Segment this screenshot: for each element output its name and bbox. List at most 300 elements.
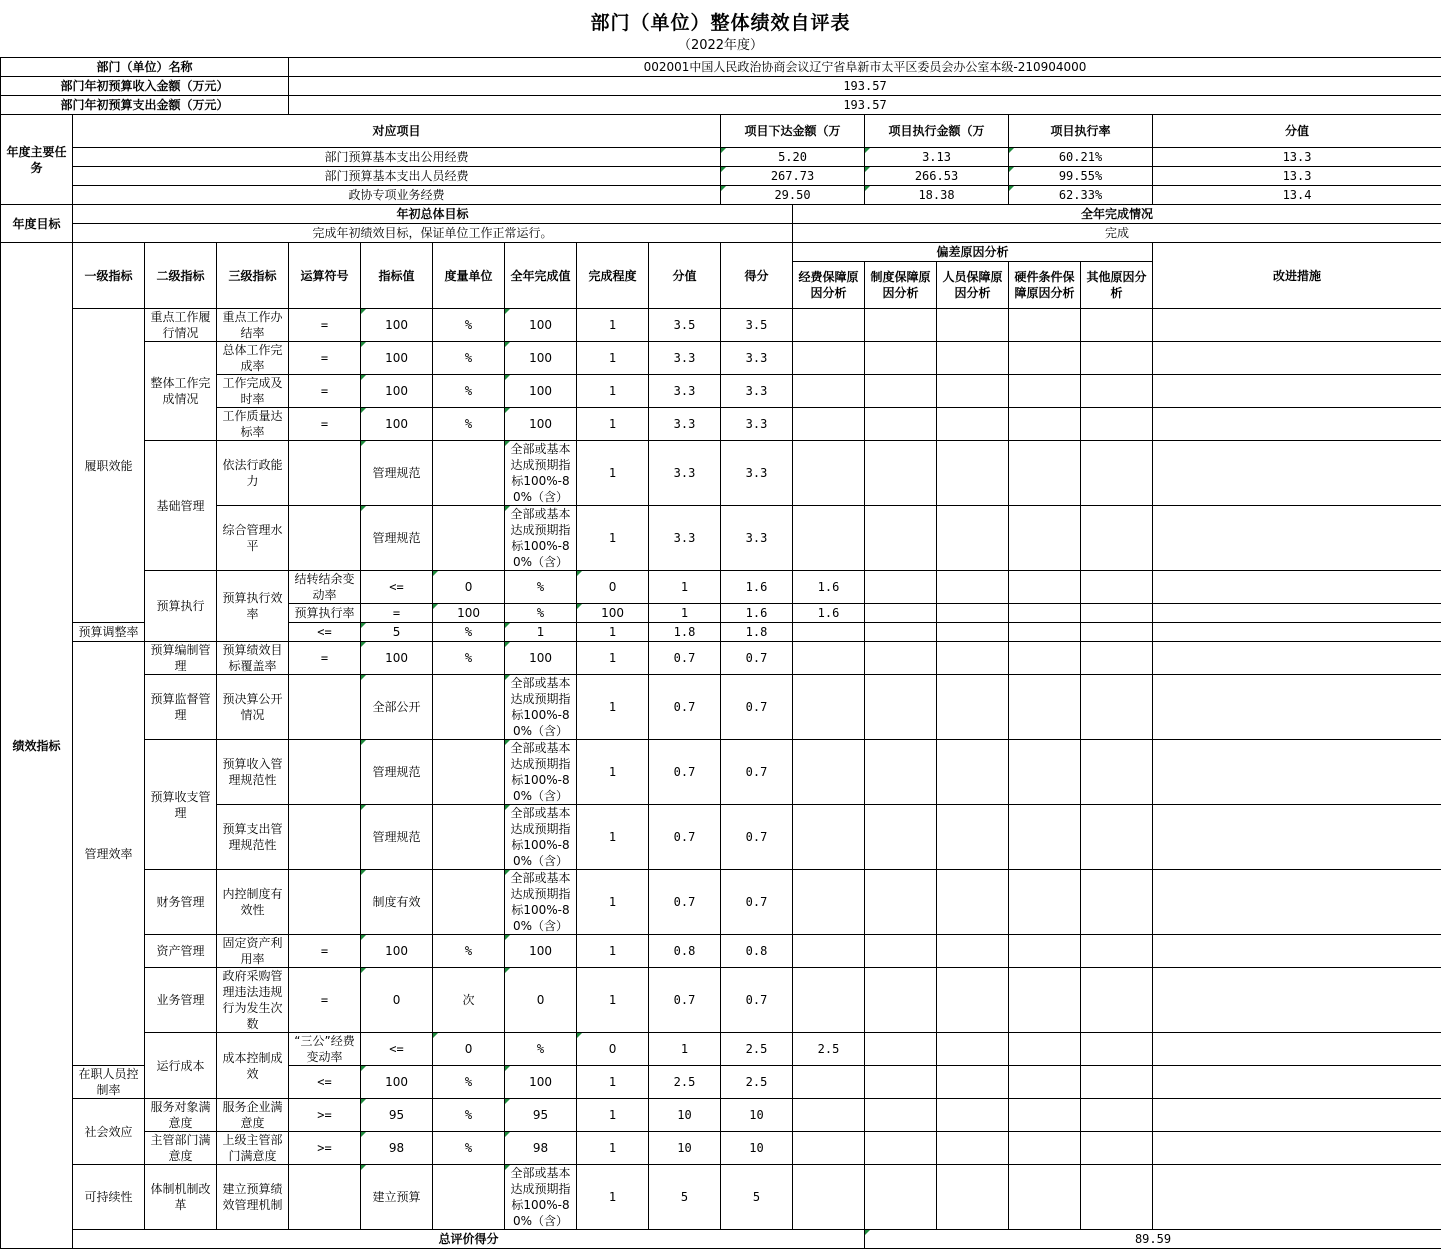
got-cell[interactable]: 3.3 xyxy=(721,441,793,506)
got-cell[interactable]: 10 xyxy=(721,1132,793,1165)
dev-other-cell[interactable] xyxy=(1153,1033,1441,1066)
dev-staff-cell[interactable] xyxy=(937,675,1009,740)
dev-funds-cell[interactable] xyxy=(793,935,865,968)
dev-staff-cell[interactable] xyxy=(937,375,1009,408)
target-cell[interactable]: 管理规范 xyxy=(361,740,433,805)
score-cell[interactable]: 0.7 xyxy=(649,968,721,1033)
dev-staff-cell[interactable] xyxy=(937,342,1009,375)
task-rate[interactable]: 60.21% xyxy=(1009,148,1153,167)
improve-cell[interactable] xyxy=(1153,623,1441,642)
degree-cell[interactable]: 1 xyxy=(577,740,649,805)
task-rate[interactable]: 99.55% xyxy=(1009,167,1153,186)
operator-cell[interactable] xyxy=(289,441,361,506)
actual-cell[interactable]: 100 xyxy=(505,408,577,441)
target-cell[interactable]: 100 xyxy=(361,1066,433,1099)
unit-cell[interactable] xyxy=(433,441,505,506)
score-cell[interactable]: 3.3 xyxy=(649,375,721,408)
dev-other-cell[interactable] xyxy=(1081,441,1153,506)
dev-staff-cell[interactable] xyxy=(937,968,1009,1033)
dev-staff-cell[interactable] xyxy=(937,408,1009,441)
level1-indicator: 运行成本 xyxy=(145,1033,217,1099)
operator-cell[interactable]: = xyxy=(289,935,361,968)
dev-other-cell[interactable] xyxy=(1081,1066,1153,1099)
actual-cell[interactable]: 95 xyxy=(505,1099,577,1132)
improve-cell[interactable] xyxy=(1153,1132,1441,1165)
goal-initial-label: 年初总体目标 xyxy=(73,205,793,224)
task-row xyxy=(1,148,1441,167)
unit-cell[interactable] xyxy=(433,506,505,571)
actual-cell[interactable]: 100 xyxy=(505,375,577,408)
improve-cell[interactable] xyxy=(1153,506,1441,571)
degree-cell[interactable]: 1 xyxy=(577,642,649,675)
target-cell[interactable]: 95 xyxy=(361,1099,433,1132)
operator-cell[interactable]: >= xyxy=(289,1099,361,1132)
dev-hardware-cell[interactable] xyxy=(1009,342,1081,375)
dev-other-cell[interactable] xyxy=(1081,935,1153,968)
target-cell[interactable]: 管理规范 xyxy=(361,506,433,571)
level2-indicator: 主管部门满意度 xyxy=(145,1132,217,1165)
dev-other-cell[interactable] xyxy=(1081,342,1153,375)
actual-cell[interactable]: 全部或基本达成预期指标100%-80%（含） xyxy=(505,1165,577,1230)
improve-cell[interactable] xyxy=(1153,805,1441,870)
got-cell[interactable]: 3.3 xyxy=(721,342,793,375)
unit-cell[interactable]: % xyxy=(433,342,505,375)
unit-cell[interactable]: % xyxy=(505,571,577,604)
actual-cell[interactable]: 100 xyxy=(505,1066,577,1099)
got-cell[interactable]: 10 xyxy=(721,1099,793,1132)
degree-cell[interactable]: 1 xyxy=(577,1132,649,1165)
degree-cell[interactable]: 1 xyxy=(577,805,649,870)
operator-cell[interactable]: = xyxy=(289,309,361,342)
dev-funds-cell[interactable] xyxy=(793,1066,865,1099)
dev-other-cell[interactable] xyxy=(1081,870,1153,935)
target-cell[interactable]: 建立预算 xyxy=(361,1165,433,1230)
dev-hardware-cell[interactable] xyxy=(1081,1033,1153,1066)
unit-name-value[interactable]: 002001中国人民政治协商会议辽宁省阜新市太平区委员会办公室本级-210904000 xyxy=(289,58,1441,77)
dev-funds-cell[interactable] xyxy=(793,805,865,870)
dev-system-cell[interactable] xyxy=(865,870,937,935)
dev-hardware-cell[interactable] xyxy=(1009,805,1081,870)
operator-cell[interactable] xyxy=(289,740,361,805)
dev-hardware-cell[interactable] xyxy=(1009,1066,1081,1099)
actual-cell[interactable]: 全部或基本达成预期指标100%-80%（含） xyxy=(505,805,577,870)
target-cell[interactable]: 100 xyxy=(433,604,505,623)
goal-initial-value[interactable]: 完成年初绩效目标，保证单位工作正常运行。 xyxy=(73,224,793,243)
degree-cell[interactable]: 1 xyxy=(577,309,649,342)
dev-other-cell[interactable] xyxy=(1081,805,1153,870)
improve-cell[interactable] xyxy=(1153,441,1441,506)
degree-cell[interactable]: 1 xyxy=(577,441,649,506)
unit-cell[interactable] xyxy=(433,1165,505,1230)
dev-staff-cell[interactable] xyxy=(937,740,1009,805)
operator-cell[interactable]: = xyxy=(361,604,433,623)
dev-funds-cell[interactable] xyxy=(793,642,865,675)
dev-system-cell[interactable] xyxy=(865,740,937,805)
dev-system-cell[interactable] xyxy=(937,604,1009,623)
dev-system-cell[interactable] xyxy=(937,571,1009,604)
improve-cell[interactable] xyxy=(1153,935,1441,968)
dev-system-cell[interactable] xyxy=(865,805,937,870)
got-cell[interactable]: 0.7 xyxy=(721,675,793,740)
actual-cell[interactable]: 全部或基本达成预期指标100%-80%（含） xyxy=(505,441,577,506)
operator-cell[interactable] xyxy=(289,675,361,740)
task-executed[interactable]: 18.38 xyxy=(865,186,1009,205)
actual-cell[interactable]: 全部或基本达成预期指标100%-80%（含） xyxy=(505,740,577,805)
degree-cell[interactable]: 1 xyxy=(577,870,649,935)
degree-cell[interactable]: 1 xyxy=(649,1033,721,1066)
task-rate[interactable]: 62.33% xyxy=(1009,186,1153,205)
dev-hardware-cell[interactable] xyxy=(1009,309,1081,342)
dev-funds-cell[interactable] xyxy=(865,1033,937,1066)
dev-staff-cell[interactable] xyxy=(937,441,1009,506)
dev-other-cell[interactable] xyxy=(1081,1099,1153,1132)
target-cell[interactable]: 100 xyxy=(361,408,433,441)
improve-cell[interactable] xyxy=(1153,968,1441,1033)
dev-funds-cell[interactable] xyxy=(793,408,865,441)
dev-staff-cell[interactable] xyxy=(937,1132,1009,1165)
got-cell[interactable]: 1.6 xyxy=(793,604,865,623)
got-cell[interactable]: 1.8 xyxy=(721,623,793,642)
unit-cell[interactable]: % xyxy=(433,375,505,408)
dev-system-cell[interactable] xyxy=(865,1099,937,1132)
dev-hardware-cell[interactable] xyxy=(1009,408,1081,441)
dev-funds-cell[interactable] xyxy=(793,1132,865,1165)
got-cell[interactable]: 2.5 xyxy=(721,1066,793,1099)
dev-system-cell[interactable] xyxy=(865,506,937,571)
dev-other-cell[interactable] xyxy=(1081,968,1153,1033)
dev-staff-cell[interactable] xyxy=(1009,571,1081,604)
degree-cell[interactable]: 1 xyxy=(577,408,649,441)
dev-other-cell[interactable] xyxy=(1081,309,1153,342)
dev-other-cell[interactable] xyxy=(1081,623,1153,642)
task-header-project: 对应项目 xyxy=(73,115,721,148)
target-cell[interactable]: 100 xyxy=(361,642,433,675)
dev-system-cell[interactable] xyxy=(865,968,937,1033)
dev-funds-cell[interactable] xyxy=(793,740,865,805)
dev-funds-cell[interactable] xyxy=(793,870,865,935)
unit-cell[interactable]: % xyxy=(433,935,505,968)
got-cell[interactable]: 0.7 xyxy=(721,642,793,675)
degree-cell[interactable]: 1 xyxy=(577,675,649,740)
actual-cell[interactable]: 100 xyxy=(505,935,577,968)
operator-cell[interactable] xyxy=(289,805,361,870)
dev-other-cell[interactable] xyxy=(1153,571,1441,604)
operator-cell[interactable]: = xyxy=(289,375,361,408)
dev-system-cell[interactable] xyxy=(865,675,937,740)
dev-system-cell[interactable] xyxy=(865,642,937,675)
got-cell[interactable]: 0.7 xyxy=(721,805,793,870)
got-cell[interactable]: 2.5 xyxy=(793,1033,865,1066)
dev-system-cell[interactable] xyxy=(865,441,937,506)
dev-funds-cell[interactable] xyxy=(793,623,865,642)
level3-indicator: 工作质量达标率 xyxy=(217,408,289,441)
operator-cell[interactable]: >= xyxy=(289,1132,361,1165)
improve-cell[interactable] xyxy=(1153,1099,1441,1132)
dev-other-cell[interactable] xyxy=(1081,408,1153,441)
got-cell[interactable]: 1.6 xyxy=(793,571,865,604)
total-value[interactable]: 89.59 xyxy=(865,1230,1441,1249)
dev-funds-cell[interactable] xyxy=(793,675,865,740)
got-cell[interactable]: 0.7 xyxy=(721,968,793,1033)
actual-cell[interactable]: 100 xyxy=(505,342,577,375)
dev-funds-cell[interactable] xyxy=(793,968,865,1033)
score-cell[interactable]: 1.6 xyxy=(721,604,793,623)
dev-hardware-cell[interactable] xyxy=(1009,375,1081,408)
operator-cell[interactable] xyxy=(289,1165,361,1230)
got-cell[interactable]: 3.3 xyxy=(721,506,793,571)
target-cell[interactable]: 管理规范 xyxy=(361,441,433,506)
score-cell[interactable]: 0.7 xyxy=(649,675,721,740)
task-score[interactable]: 13.4 xyxy=(1153,186,1441,205)
dev-hardware-cell[interactable] xyxy=(1081,604,1153,623)
got-cell[interactable]: 5 xyxy=(721,1165,793,1230)
target-cell[interactable]: 98 xyxy=(361,1132,433,1165)
unit-cell[interactable]: % xyxy=(433,623,505,642)
dev-funds-cell[interactable] xyxy=(793,441,865,506)
dev-system-cell[interactable] xyxy=(865,408,937,441)
dev-hardware-cell[interactable] xyxy=(1009,1132,1081,1165)
target-cell[interactable]: 100 xyxy=(361,309,433,342)
dev-funds-cell[interactable] xyxy=(793,506,865,571)
header-target: 指标值 xyxy=(361,243,433,309)
dev-other-cell[interactable] xyxy=(1081,642,1153,675)
dev-other-cell[interactable] xyxy=(1081,740,1153,805)
dev-staff-cell[interactable] xyxy=(937,870,1009,935)
actual-cell[interactable]: 全部或基本达成预期指标100%-80%（含） xyxy=(505,675,577,740)
actual-cell[interactable]: 1 xyxy=(505,623,577,642)
score-cell[interactable]: 2.5 xyxy=(649,1066,721,1099)
operator-cell[interactable]: <= xyxy=(361,1033,433,1066)
degree-cell[interactable]: 1 xyxy=(649,571,721,604)
operator-cell[interactable]: = xyxy=(289,408,361,441)
degree-cell[interactable]: 1 xyxy=(577,968,649,1033)
dev-hardware-cell[interactable] xyxy=(1009,935,1081,968)
task-score[interactable]: 13.3 xyxy=(1153,167,1441,186)
target-cell[interactable]: 0 xyxy=(433,571,505,604)
unit-cell[interactable]: % xyxy=(433,1099,505,1132)
score-cell[interactable]: 1.8 xyxy=(649,623,721,642)
dev-hardware-cell[interactable] xyxy=(1009,506,1081,571)
dev-hardware-cell[interactable] xyxy=(1009,968,1081,1033)
got-cell[interactable]: 0.8 xyxy=(721,935,793,968)
score-cell[interactable]: 1.6 xyxy=(721,571,793,604)
dev-system-cell[interactable] xyxy=(865,623,937,642)
operator-cell[interactable]: <= xyxy=(361,571,433,604)
dev-hardware-cell[interactable] xyxy=(1009,642,1081,675)
actual-cell[interactable]: 100 xyxy=(505,642,577,675)
improve-cell[interactable] xyxy=(1153,375,1441,408)
improve-cell[interactable] xyxy=(1153,675,1441,740)
actual-cell[interactable]: 98 xyxy=(505,1132,577,1165)
degree-cell[interactable]: 1 xyxy=(577,623,649,642)
improve-cell[interactable] xyxy=(1153,309,1441,342)
dev-hardware-cell[interactable] xyxy=(1009,740,1081,805)
task-name[interactable]: 部门预算基本支出人员经费 xyxy=(73,167,721,186)
unit-cell[interactable]: % xyxy=(433,642,505,675)
task-score[interactable]: 13.3 xyxy=(1153,148,1441,167)
task-name[interactable]: 政协专项业务经费 xyxy=(73,186,721,205)
dev-staff-cell[interactable] xyxy=(937,506,1009,571)
got-cell[interactable]: 3.3 xyxy=(721,375,793,408)
dev-staff-cell[interactable] xyxy=(1009,604,1081,623)
dev-system-cell[interactable] xyxy=(865,309,937,342)
unit-cell[interactable] xyxy=(433,740,505,805)
operator-cell[interactable]: = xyxy=(289,642,361,675)
dev-staff-cell[interactable] xyxy=(937,1099,1009,1132)
dev-system-cell[interactable] xyxy=(865,1165,937,1230)
score-cell[interactable]: 3.3 xyxy=(649,342,721,375)
actual-cell[interactable]: 100 xyxy=(505,309,577,342)
operator-cell[interactable] xyxy=(289,870,361,935)
unit-cell[interactable] xyxy=(433,870,505,935)
unit-cell[interactable]: % xyxy=(433,408,505,441)
goal-completion-value[interactable]: 完成 xyxy=(793,224,1441,243)
unit-cell[interactable]: % xyxy=(505,1033,577,1066)
operator-cell[interactable]: <= xyxy=(289,623,361,642)
score-cell[interactable]: 10 xyxy=(649,1132,721,1165)
score-cell[interactable]: 0.8 xyxy=(649,935,721,968)
improve-cell[interactable] xyxy=(1153,1066,1441,1099)
dev-system-cell[interactable] xyxy=(865,375,937,408)
score-cell[interactable]: 0.7 xyxy=(649,805,721,870)
score-cell[interactable]: 0.7 xyxy=(649,642,721,675)
target-cell[interactable]: 5 xyxy=(361,623,433,642)
target-cell[interactable]: 0 xyxy=(361,968,433,1033)
dev-hardware-cell[interactable] xyxy=(1009,441,1081,506)
score-cell[interactable]: 3.3 xyxy=(649,441,721,506)
score-cell[interactable]: 3.3 xyxy=(649,408,721,441)
score-cell[interactable]: 5 xyxy=(649,1165,721,1230)
dev-other-cell[interactable] xyxy=(1081,675,1153,740)
task-issued[interactable]: 29.50 xyxy=(721,186,865,205)
operator-cell[interactable]: = xyxy=(289,968,361,1033)
score-cell[interactable]: 3.5 xyxy=(649,309,721,342)
degree-cell[interactable]: 1 xyxy=(577,935,649,968)
dev-funds-cell[interactable] xyxy=(793,1099,865,1132)
dev-other-cell[interactable] xyxy=(1081,1165,1153,1230)
score-cell[interactable]: 10 xyxy=(649,1099,721,1132)
degree-cell[interactable]: 1 xyxy=(577,375,649,408)
score-cell[interactable]: 0.7 xyxy=(649,740,721,805)
income-value[interactable]: 193.57 xyxy=(289,77,1441,96)
degree-cell[interactable]: 1 xyxy=(577,1099,649,1132)
improve-cell[interactable] xyxy=(1153,342,1441,375)
dev-system-cell[interactable] xyxy=(937,1033,1009,1066)
target-cell[interactable]: 0 xyxy=(433,1033,505,1066)
unit-cell[interactable]: % xyxy=(433,1132,505,1165)
unit-cell[interactable]: % xyxy=(433,1066,505,1099)
unit-cell[interactable] xyxy=(433,805,505,870)
score-cell[interactable]: 0.7 xyxy=(649,870,721,935)
score-cell[interactable]: 3.3 xyxy=(649,506,721,571)
improve-cell[interactable] xyxy=(1153,1165,1441,1230)
dev-system-cell[interactable] xyxy=(865,1066,937,1099)
dev-funds-cell[interactable] xyxy=(865,571,937,604)
dev-funds-cell[interactable] xyxy=(793,1165,865,1230)
dev-funds-cell[interactable] xyxy=(793,375,865,408)
task-executed[interactable]: 3.13 xyxy=(865,148,1009,167)
unit-cell[interactable]: 次 xyxy=(433,968,505,1033)
dev-staff-cell[interactable] xyxy=(937,935,1009,968)
dev-hardware-cell[interactable] xyxy=(1009,675,1081,740)
dev-other-cell[interactable] xyxy=(1081,1132,1153,1165)
dev-staff-cell[interactable] xyxy=(1009,1033,1081,1066)
actual-cell[interactable]: 0 xyxy=(505,968,577,1033)
got-cell[interactable]: 3.3 xyxy=(721,408,793,441)
target-cell[interactable]: 100 xyxy=(361,342,433,375)
actual-cell[interactable]: 全部或基本达成预期指标100%-80%（含） xyxy=(505,506,577,571)
got-cell[interactable]: 0.7 xyxy=(721,740,793,805)
dev-other-cell[interactable] xyxy=(1081,506,1153,571)
dev-funds-cell[interactable] xyxy=(793,342,865,375)
improve-cell[interactable] xyxy=(1153,642,1441,675)
target-cell[interactable]: 管理规范 xyxy=(361,805,433,870)
degree-cell[interactable]: 1 xyxy=(577,1165,649,1230)
degree-cell[interactable]: 1 xyxy=(577,342,649,375)
dev-other-cell[interactable] xyxy=(1153,604,1441,623)
dev-staff-cell[interactable] xyxy=(937,309,1009,342)
target-cell[interactable]: 100 xyxy=(361,375,433,408)
dev-staff-cell[interactable] xyxy=(937,1066,1009,1099)
actual-cell[interactable]: 全部或基本达成预期指标100%-80%（含） xyxy=(505,870,577,935)
dev-staff-cell[interactable] xyxy=(937,642,1009,675)
dev-system-cell[interactable] xyxy=(865,1132,937,1165)
task-issued[interactable]: 267.73 xyxy=(721,167,865,186)
improve-cell[interactable] xyxy=(1153,870,1441,935)
dev-hardware-cell[interactable] xyxy=(1009,623,1081,642)
dev-other-cell[interactable] xyxy=(1081,375,1153,408)
operator-cell[interactable]: <= xyxy=(289,1066,361,1099)
task-executed[interactable]: 266.53 xyxy=(865,167,1009,186)
target-cell[interactable]: 全部公开 xyxy=(361,675,433,740)
actual-cell[interactable]: 0 xyxy=(577,571,649,604)
degree-cell[interactable]: 1 xyxy=(577,1066,649,1099)
unit-cell[interactable]: % xyxy=(505,604,577,623)
dev-staff-cell[interactable] xyxy=(937,805,1009,870)
dev-hardware-cell[interactable] xyxy=(1009,1165,1081,1230)
score-cell[interactable]: 2.5 xyxy=(721,1033,793,1066)
dev-funds-cell[interactable] xyxy=(865,604,937,623)
dev-hardware-cell[interactable] xyxy=(1009,1099,1081,1132)
target-cell[interactable]: 制度有效 xyxy=(361,870,433,935)
actual-cell[interactable]: 100 xyxy=(577,604,649,623)
expense-value[interactable]: 193.57 xyxy=(289,96,1441,115)
level3-indicator: 综合管理水平 xyxy=(217,506,289,571)
operator-cell[interactable]: = xyxy=(289,342,361,375)
dev-staff-cell[interactable] xyxy=(937,1165,1009,1230)
dev-system-cell[interactable] xyxy=(865,935,937,968)
got-cell[interactable]: 0.7 xyxy=(721,870,793,935)
dev-system-cell[interactable] xyxy=(865,342,937,375)
target-cell[interactable]: 100 xyxy=(361,935,433,968)
task-issued[interactable]: 5.20 xyxy=(721,148,865,167)
dev-hardware-cell[interactable] xyxy=(1081,571,1153,604)
unit-cell[interactable]: % xyxy=(433,309,505,342)
degree-cell[interactable]: 1 xyxy=(577,506,649,571)
got-cell[interactable]: 3.5 xyxy=(721,309,793,342)
unit-cell[interactable] xyxy=(433,675,505,740)
dev-funds-cell[interactable] xyxy=(793,309,865,342)
dev-staff-cell[interactable] xyxy=(937,623,1009,642)
task-header-rate: 项目执行率 xyxy=(1009,115,1153,148)
degree-cell[interactable]: 1 xyxy=(649,604,721,623)
task-name[interactable]: 部门预算基本支出公用经费 xyxy=(73,148,721,167)
dev-hardware-cell[interactable] xyxy=(1009,870,1081,935)
improve-cell[interactable] xyxy=(1153,740,1441,805)
improve-cell[interactable] xyxy=(1153,408,1441,441)
actual-cell[interactable]: 0 xyxy=(577,1033,649,1066)
operator-cell[interactable] xyxy=(289,506,361,571)
